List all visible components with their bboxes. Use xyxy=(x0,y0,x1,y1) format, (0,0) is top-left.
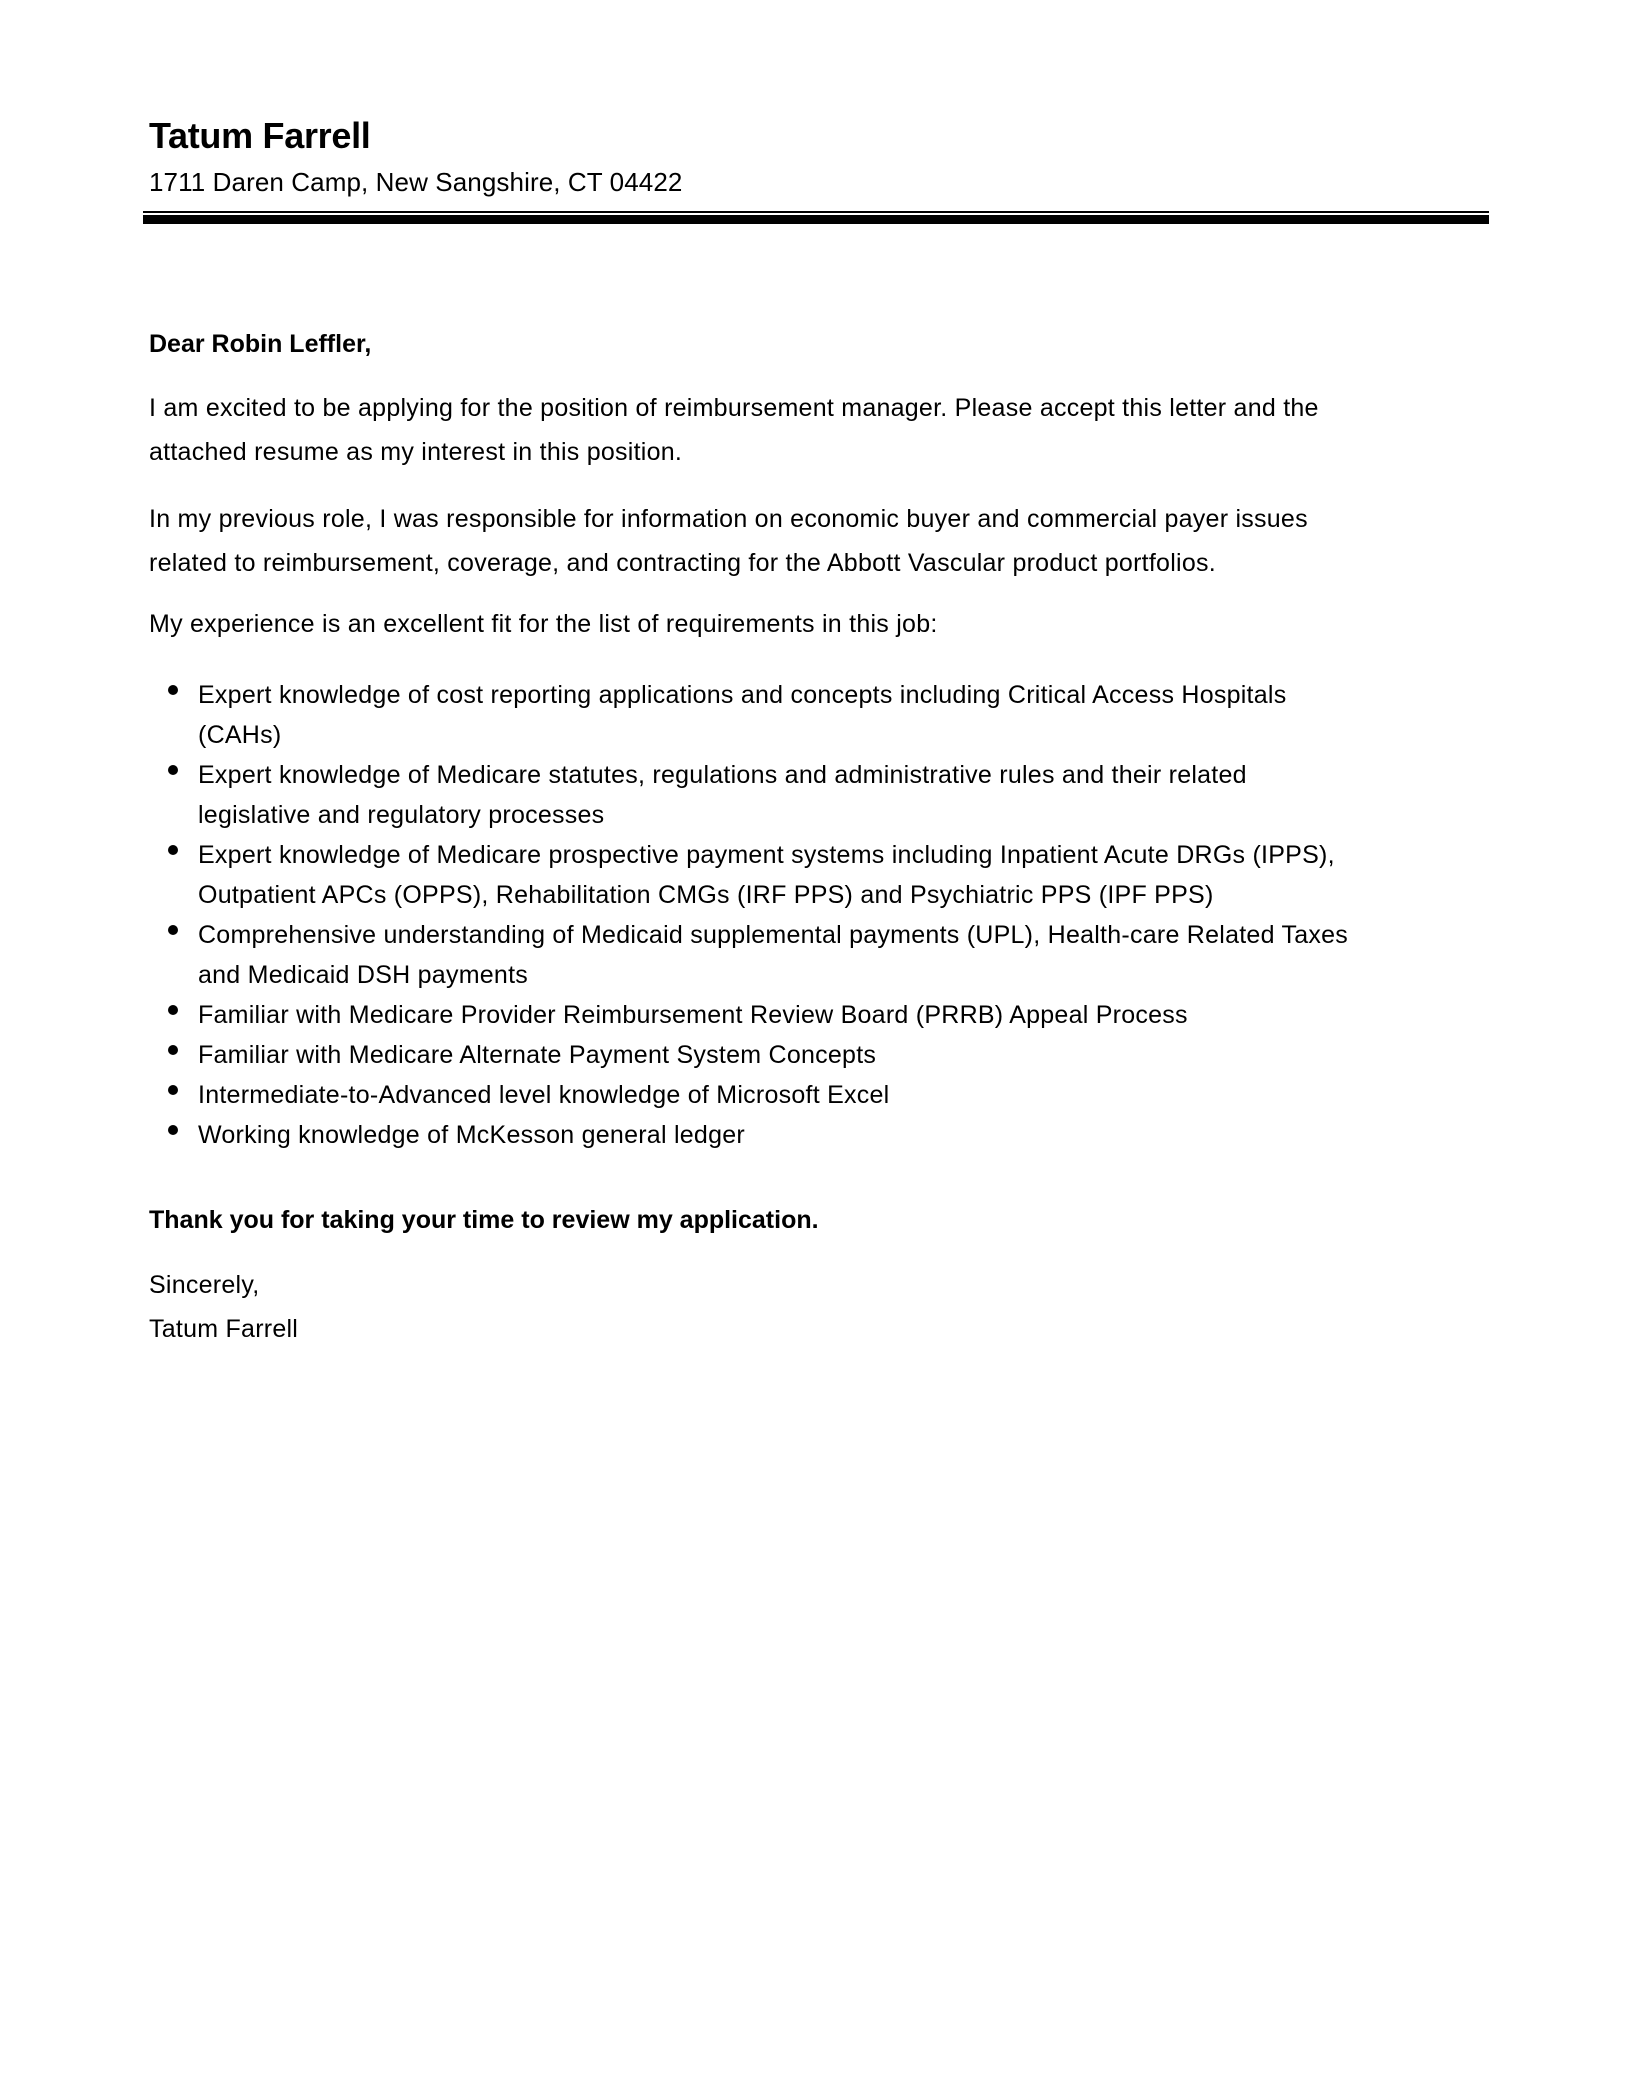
list-item-line: (CAHs) xyxy=(198,721,282,749)
list-item-line: Outpatient APCs (OPPS), Rehabilitation CMGs (IRF PPS) and Psychiatric PPS (IPF PPS) xyxy=(198,881,1214,909)
bullet-icon xyxy=(168,765,178,775)
bullet-icon xyxy=(168,1125,178,1135)
paragraph-line: related to reimbursement, coverage, and contracting for the Abbott Vascular product portfolios. xyxy=(149,549,1216,577)
bullet-icon xyxy=(168,925,178,935)
sender-name: Tatum Farrell xyxy=(149,115,371,156)
bullet-icon xyxy=(168,1045,178,1055)
list-item-line: Expert knowledge of Medicare statutes, regulations and administrative rules and their related xyxy=(198,761,1247,789)
list-item-line: Familiar with Medicare Alternate Payment System Concepts xyxy=(198,1041,877,1069)
closing-statement: Thank you for taking your time to review my application. xyxy=(149,1206,819,1234)
list-item-line: Familiar with Medicare Provider Reimbursement Review Board (PRRB) Appeal Process xyxy=(198,1001,1188,1029)
list-item-line: legislative and regulatory processes xyxy=(198,801,605,829)
bullet-icon xyxy=(168,845,178,855)
paragraph-line: attached resume as my interest in this position. xyxy=(149,438,683,466)
sender-address: 1711 Daren Camp, New Sangshire, CT 04422 xyxy=(149,167,683,197)
list-item-line: Expert knowledge of cost reporting applications and concepts including Critical Access Hospitals xyxy=(198,681,1287,709)
paragraph-line: I am excited to be applying for the position of reimbursement manager. Please accept this letter and the xyxy=(149,394,1319,422)
salutation: Dear Robin Leffler, xyxy=(149,330,372,358)
valediction: Sincerely, xyxy=(149,1271,260,1299)
paragraph-line: In my previous role, I was responsible for information on economic buyer and commercial payer issues xyxy=(149,505,1308,533)
paragraph-requirements-intro: My experience is an excellent fit for the list of requirements in this job: xyxy=(149,610,938,638)
header-rule-thin xyxy=(143,211,1489,213)
bullet-icon xyxy=(168,1005,178,1015)
bullet-icon xyxy=(168,1085,178,1095)
list-item-line: Expert knowledge of Medicare prospective payment systems including Inpatient Acute DRGs (IPPS), xyxy=(198,841,1335,869)
list-item-line: Working knowledge of McKesson general ledger xyxy=(198,1121,745,1149)
list-item-line: Comprehensive understanding of Medicaid supplemental payments (UPL), Health-care Related Taxes xyxy=(198,921,1349,949)
bullet-icon xyxy=(168,685,178,695)
list-item-line: and Medicaid DSH payments xyxy=(198,961,529,989)
header-rule-thick xyxy=(143,215,1489,224)
signature: Tatum Farrell xyxy=(149,1315,299,1343)
list-item-line: Intermediate-to-Advanced level knowledge of Microsoft Excel xyxy=(198,1081,890,1109)
